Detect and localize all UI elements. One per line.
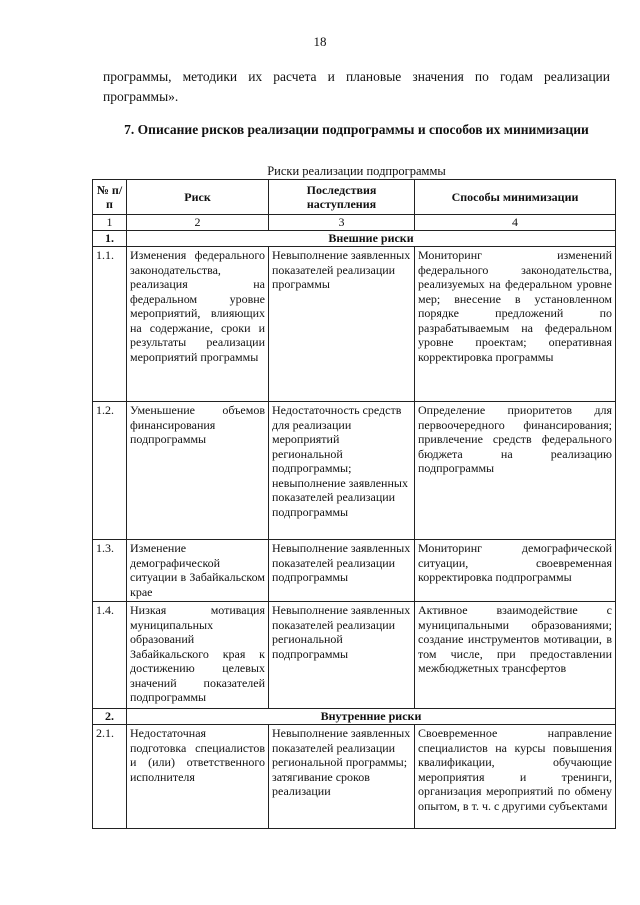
row-risk: Уменьшение объемов финансирования подпрограммы xyxy=(127,402,269,540)
table-row xyxy=(93,540,616,602)
row-num: 1.1. xyxy=(93,247,127,402)
row-consequences: Невыполнение заявленных показателей реализации региональной подпрограммы xyxy=(269,602,415,709)
page-number: 18 xyxy=(313,34,327,49)
row-minimization: Мониторинг демографической ситуации, своевременная корректировка подпрограммы xyxy=(415,540,616,602)
table-row xyxy=(93,402,616,540)
row-num: 1.3. xyxy=(93,540,127,602)
header-consequences: Последствия наступления xyxy=(269,180,415,215)
row-risk: Изменения федерального законодательства, реализация на федеральном уровне мероприятий, влияющих на содержание, сроки и результаты реализации мероприятий программы xyxy=(127,247,269,402)
row-consequences: Невыполнение заявленных показателей реализации подпрограммы xyxy=(269,540,415,602)
row-minimization: Активное взаимодействие с муниципальными образованиями; создание инструментов мотивации, в том числе, при предоставлении межбюджетных трансфертов xyxy=(415,602,616,709)
row-minimization: Своевременное направление специалистов на курсы повышения квалификации, обучающие мероприятия и тренинги, организация мероприятий по обмену опытом, в т. ч. с другими субъектами xyxy=(415,725,616,829)
row-num: 1.4. xyxy=(93,602,127,709)
group-title: Внутренние риски xyxy=(127,709,616,725)
row-minimization: Определение приоритетов для первоочередного финансирования; привлечение средств федерального бюджета на реализацию подпрограммы xyxy=(415,402,616,540)
row-minimization: Мониторинг изменений федерального законодательства, реализуемых на федеральном уровне мер; внесение в установленном порядке предложений по разрабатываемым на федеральном уровне проектам; оперативная корректировка программы xyxy=(415,247,616,402)
intro-paragraph: программы, методики их расчета и плановые значения по годам реализации программы». xyxy=(103,69,610,104)
risks-table xyxy=(92,179,616,829)
group-title: Внешние риски xyxy=(127,231,616,247)
table-row xyxy=(93,725,616,829)
group-num: 2. xyxy=(93,709,127,725)
group-row xyxy=(93,709,616,725)
column-index: 2 xyxy=(127,215,269,231)
header-risk: Риск xyxy=(127,180,269,215)
table-row xyxy=(93,247,616,402)
group-num: 1. xyxy=(93,231,127,247)
column-index: 3 xyxy=(269,215,415,231)
table-row xyxy=(93,602,616,709)
row-risk: Низкая мотивация муниципальных образований Забайкальского края к достижению целевых значений показателей подпрограммы xyxy=(127,602,269,709)
section-title: 7. Описание рисков реализации подпрограммы и способов их минимизации xyxy=(124,122,589,137)
row-num: 1.2. xyxy=(93,402,127,540)
header-num: № п/п xyxy=(93,180,127,215)
table-header-row xyxy=(93,180,616,215)
group-row xyxy=(93,231,616,247)
row-consequences: Недостаточность средств для реализации мероприятий региональной подпрограммы; невыполнение заявленных показателей реализации подпрограммы xyxy=(269,402,415,540)
column-index-row xyxy=(93,215,616,231)
table-caption: Риски реализации подпрограммы xyxy=(267,164,446,178)
header-minimization: Способы минимизации xyxy=(415,180,616,215)
column-index: 4 xyxy=(415,215,616,231)
row-risk: Недостаточная подготовка специалистов и (или) ответственного исполнителя xyxy=(127,725,269,829)
row-num: 2.1. xyxy=(93,725,127,829)
row-risk: Изменение демографической ситуации в Забайкальском крае xyxy=(127,540,269,602)
row-consequences: Невыполнение заявленных показателей реализации программы xyxy=(269,247,415,402)
row-consequences: Невыполнение заявленных показателей реализации региональной программы; затягивание сроков реализации xyxy=(269,725,415,829)
column-index: 1 xyxy=(93,215,127,231)
